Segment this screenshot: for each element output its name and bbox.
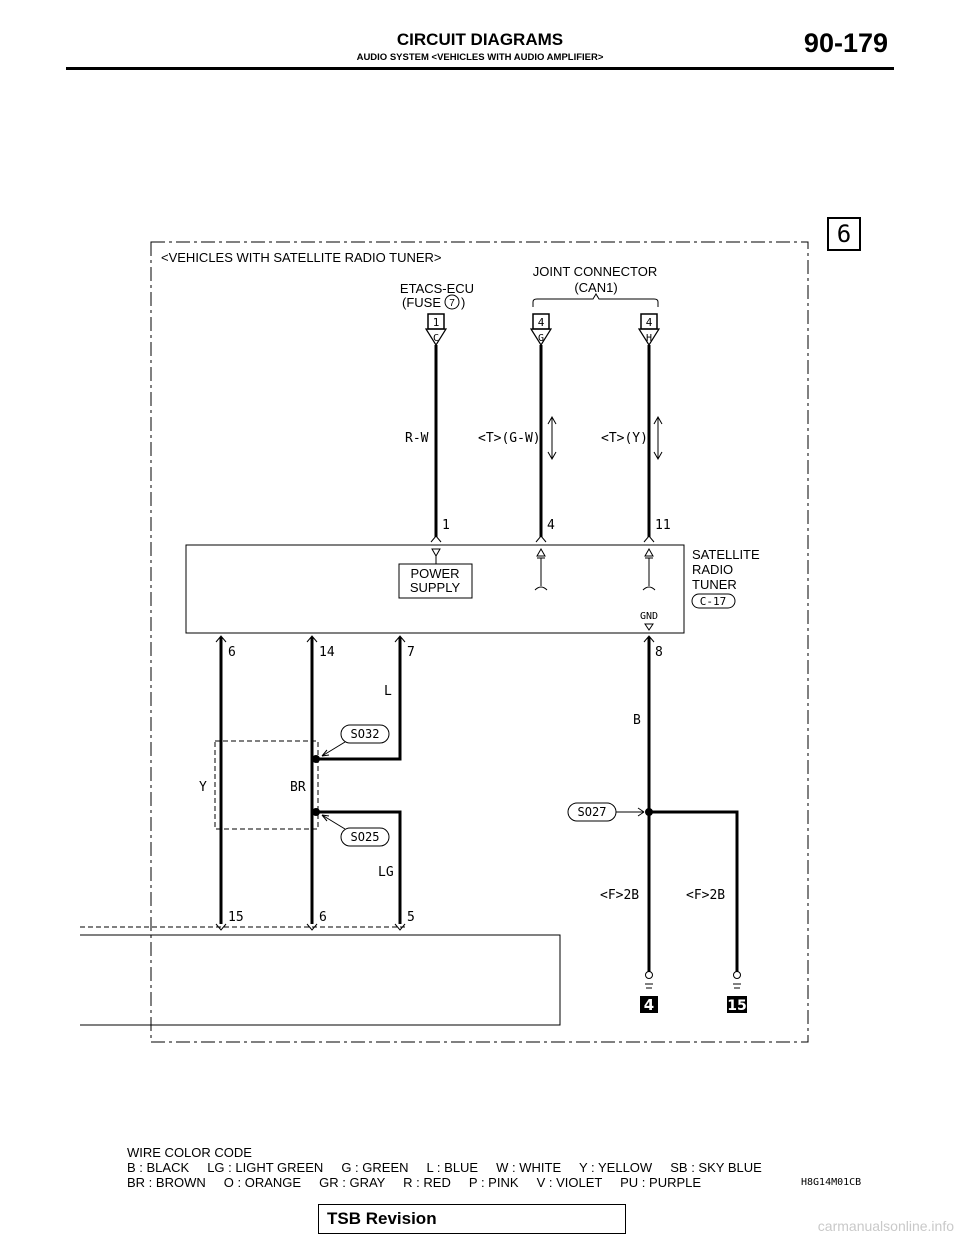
splice-dot-so27: [646, 809, 653, 816]
tuner-label-line1: SATELLITE: [692, 547, 760, 562]
frame-label: <VEHICLES WITH SATELLITE RADIO TUNER>: [161, 250, 442, 265]
gnd-terminal: [645, 624, 653, 630]
page-subtitle: AUDIO SYSTEM <VEHICLES WITH AUDIO AMPLIFIER>: [356, 52, 604, 63]
bottom-pin-5: 5: [407, 910, 415, 925]
legend-row-1: B : BLACK LG : LIGHT GREEN G : GREEN L : BLUE W : WHITE Y : YELLOW SB : SKY BLUE: [127, 1160, 762, 1175]
tuner-pin-1: 1: [442, 518, 450, 533]
comm-arrow-g: [548, 417, 556, 459]
wire-label-lg: LG: [378, 865, 394, 880]
page-number: 90-179: [803, 28, 888, 58]
wire-label-br: BR: [290, 780, 306, 795]
tuner-label-line2: RADIO: [692, 562, 734, 577]
splice-label-so32: SO32: [350, 727, 380, 741]
tuner-label-line3: TUNER: [692, 577, 737, 592]
bottom-pin-6: 6: [319, 910, 327, 925]
gnd-label: GND: [639, 611, 659, 622]
top-connector-num-2: 4: [537, 316, 545, 329]
top-connector-num-3: 4: [645, 316, 653, 329]
ground-symbol-2: [733, 972, 741, 989]
splice-label-so27: SO27: [577, 805, 607, 819]
continuation-box: [80, 935, 560, 1025]
tuner-connector-id: C-17: [699, 595, 727, 608]
top-connector-letter-1: C: [432, 333, 440, 344]
joint-connector-sub: (CAN1): [574, 280, 618, 295]
leader-so25: [322, 815, 345, 829]
etacs-label-line1: ETACS-ECU: [399, 281, 475, 296]
fuse-number: 7: [449, 298, 455, 309]
internal-terminal-can-h: [643, 549, 655, 590]
top-connector-letter-3: H: [645, 333, 653, 344]
tuner-pin-7: 7: [407, 645, 415, 660]
diagram-frame: [151, 242, 808, 1042]
internal-terminal-power: [432, 549, 440, 556]
leader-so27: [616, 808, 644, 816]
wire-label-y-top: <T>(Y): [601, 431, 648, 446]
ground-badge-1: 4: [643, 996, 655, 1014]
bottom-pin-15: 15: [228, 910, 244, 925]
top-connector-num-1: 1: [432, 316, 440, 329]
wire-label-l: L: [384, 684, 392, 699]
ground-wire-label-2: <F>2B: [686, 888, 726, 903]
section-marker: 6: [827, 217, 861, 251]
joint-connector-label: JOINT CONNECTOR: [532, 264, 658, 279]
power-supply-line2: SUPPLY: [409, 580, 461, 595]
etacs-label-end: ): [461, 295, 466, 310]
watermark: carmanualsonline.info: [817, 1218, 954, 1234]
tuner-pin-11: 11: [655, 518, 671, 533]
top-connector-letter-2: G: [537, 333, 545, 344]
wire-label-r-w: R-W: [405, 431, 429, 446]
tuner-pin-14: 14: [319, 645, 335, 660]
power-supply-line1: POWER: [410, 566, 460, 581]
wire-label-b: B: [633, 713, 641, 728]
tuner-pin-4: 4: [547, 518, 555, 533]
legend-row-2: BR : BROWN O : ORANGE GR : GRAY R : RED P : PINK V : VIOLET PU : PURPLE: [127, 1175, 702, 1190]
ground-symbol-1: [645, 972, 653, 989]
figure-code: H8G14M01CB: [801, 1177, 862, 1188]
splice-label-so25: SO25: [350, 830, 380, 844]
ground-wire-label-1: <F>2B: [600, 888, 640, 903]
joint-bracket: [533, 294, 658, 307]
etacs-label-line2: (FUSE: [402, 295, 441, 310]
leader-so32: [322, 742, 345, 756]
page-title: CIRCUIT DIAGRAMS: [396, 30, 564, 49]
tuner-pin-8: 8: [655, 645, 663, 660]
wire-label-y: Y: [199, 780, 207, 795]
ground-badge-2: 15: [727, 998, 747, 1014]
legend-title: WIRE COLOR CODE: [127, 1145, 252, 1160]
tuner-pin-6: 6: [228, 645, 236, 660]
wire-label-g-w: <T>(G-W): [478, 431, 541, 446]
internal-terminal-can-g: [535, 549, 547, 590]
tsb-revision-box: TSB Revision: [318, 1204, 626, 1234]
comm-arrow-h: [654, 417, 662, 459]
